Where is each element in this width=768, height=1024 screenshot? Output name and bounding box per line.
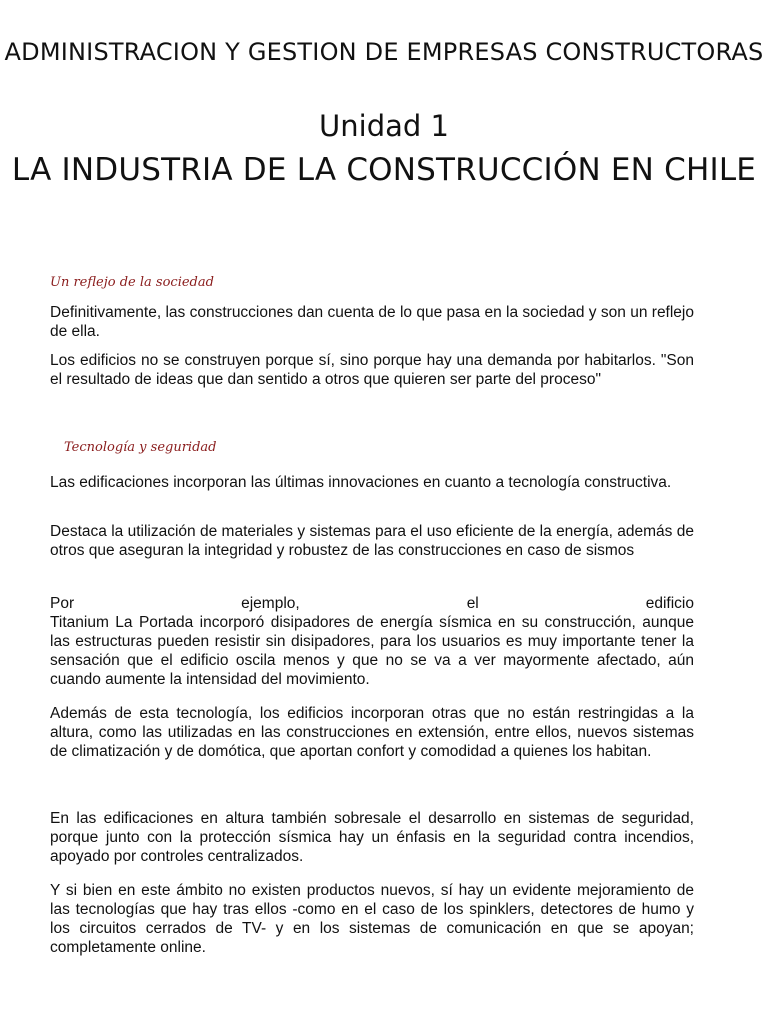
example-word: ejemplo, bbox=[241, 595, 300, 612]
paragraph: Destaca la utilización de materiales y sistemas para el uso eficiente de la energía, además de otros que aseguran la integridad y robustez de las construcciones en caso de sismos bbox=[50, 523, 694, 559]
paragraph: Los edificios no se construyen porque sí, sino porque hay una demanda por habitarlos. "Son el resultado de ideas que dan sentido a otros que quieren ser parte del proceso" bbox=[50, 352, 694, 388]
unit-title: Unidad 1 bbox=[319, 109, 449, 143]
course-title: ADMINISTRACION Y GESTION DE EMPRESAS CONSTRUCTORAS bbox=[4, 38, 764, 66]
example-word: edificio bbox=[645, 595, 694, 612]
paragraph: Además de esta tecnología, los edificios incorporan otras que no están restringidas a la altura, como las utilizadas en las construcciones en extensión, entre ellos, nuevos sistemas de climatización y de domótica, que aportan confort y comodidad a quienes los habitan. bbox=[50, 705, 694, 760]
paragraph: Las edificaciones incorporan las últimas innovaciones en cuanto a tecnología constructiva. bbox=[50, 474, 672, 491]
example-word: el bbox=[466, 595, 479, 612]
paragraph: En las edificaciones en altura también sobresale el desarrollo en sistemas de seguridad, porque junto con la protección sísmica hay un énfasis en la seguridad contra incendios, apoyado por controles centralizados. bbox=[50, 810, 694, 865]
example-word: Por bbox=[50, 595, 75, 612]
paragraph: Definitivamente, las construcciones dan cuenta de lo que pasa en la sociedad y son un reflejo de ella. bbox=[50, 304, 694, 340]
section-heading-reflejo: Un reflejo de la sociedad bbox=[50, 275, 214, 290]
section-heading-tecnologia: Tecnología y seguridad bbox=[64, 440, 217, 455]
paragraph: Titanium La Portada incorporó disipadores de energía sísmica en su construcción, aunque las estructuras pueden resistir sin disipadores, para los usuarios es muy importante tener la sensación que el edificio oscila menos y que no se va a ver mayormente afectado, aún cuando aumente la intensidad del movimiento. bbox=[50, 614, 694, 688]
paragraph: Y si bien en este ámbito no existen productos nuevos, sí hay un evidente mejoramiento de las tecnologías que hay tras ellos -como en el caso de los spinklers, detectores de humo y los circuitos cerrados de TV- y en los sistemas de comunicación en que se apoyan; completamente online. bbox=[50, 882, 694, 956]
unit-subtitle: LA INDUSTRIA DE LA CONSTRUCCIÓN EN CHILE bbox=[11, 152, 757, 188]
example-row bbox=[50, 594, 694, 613]
